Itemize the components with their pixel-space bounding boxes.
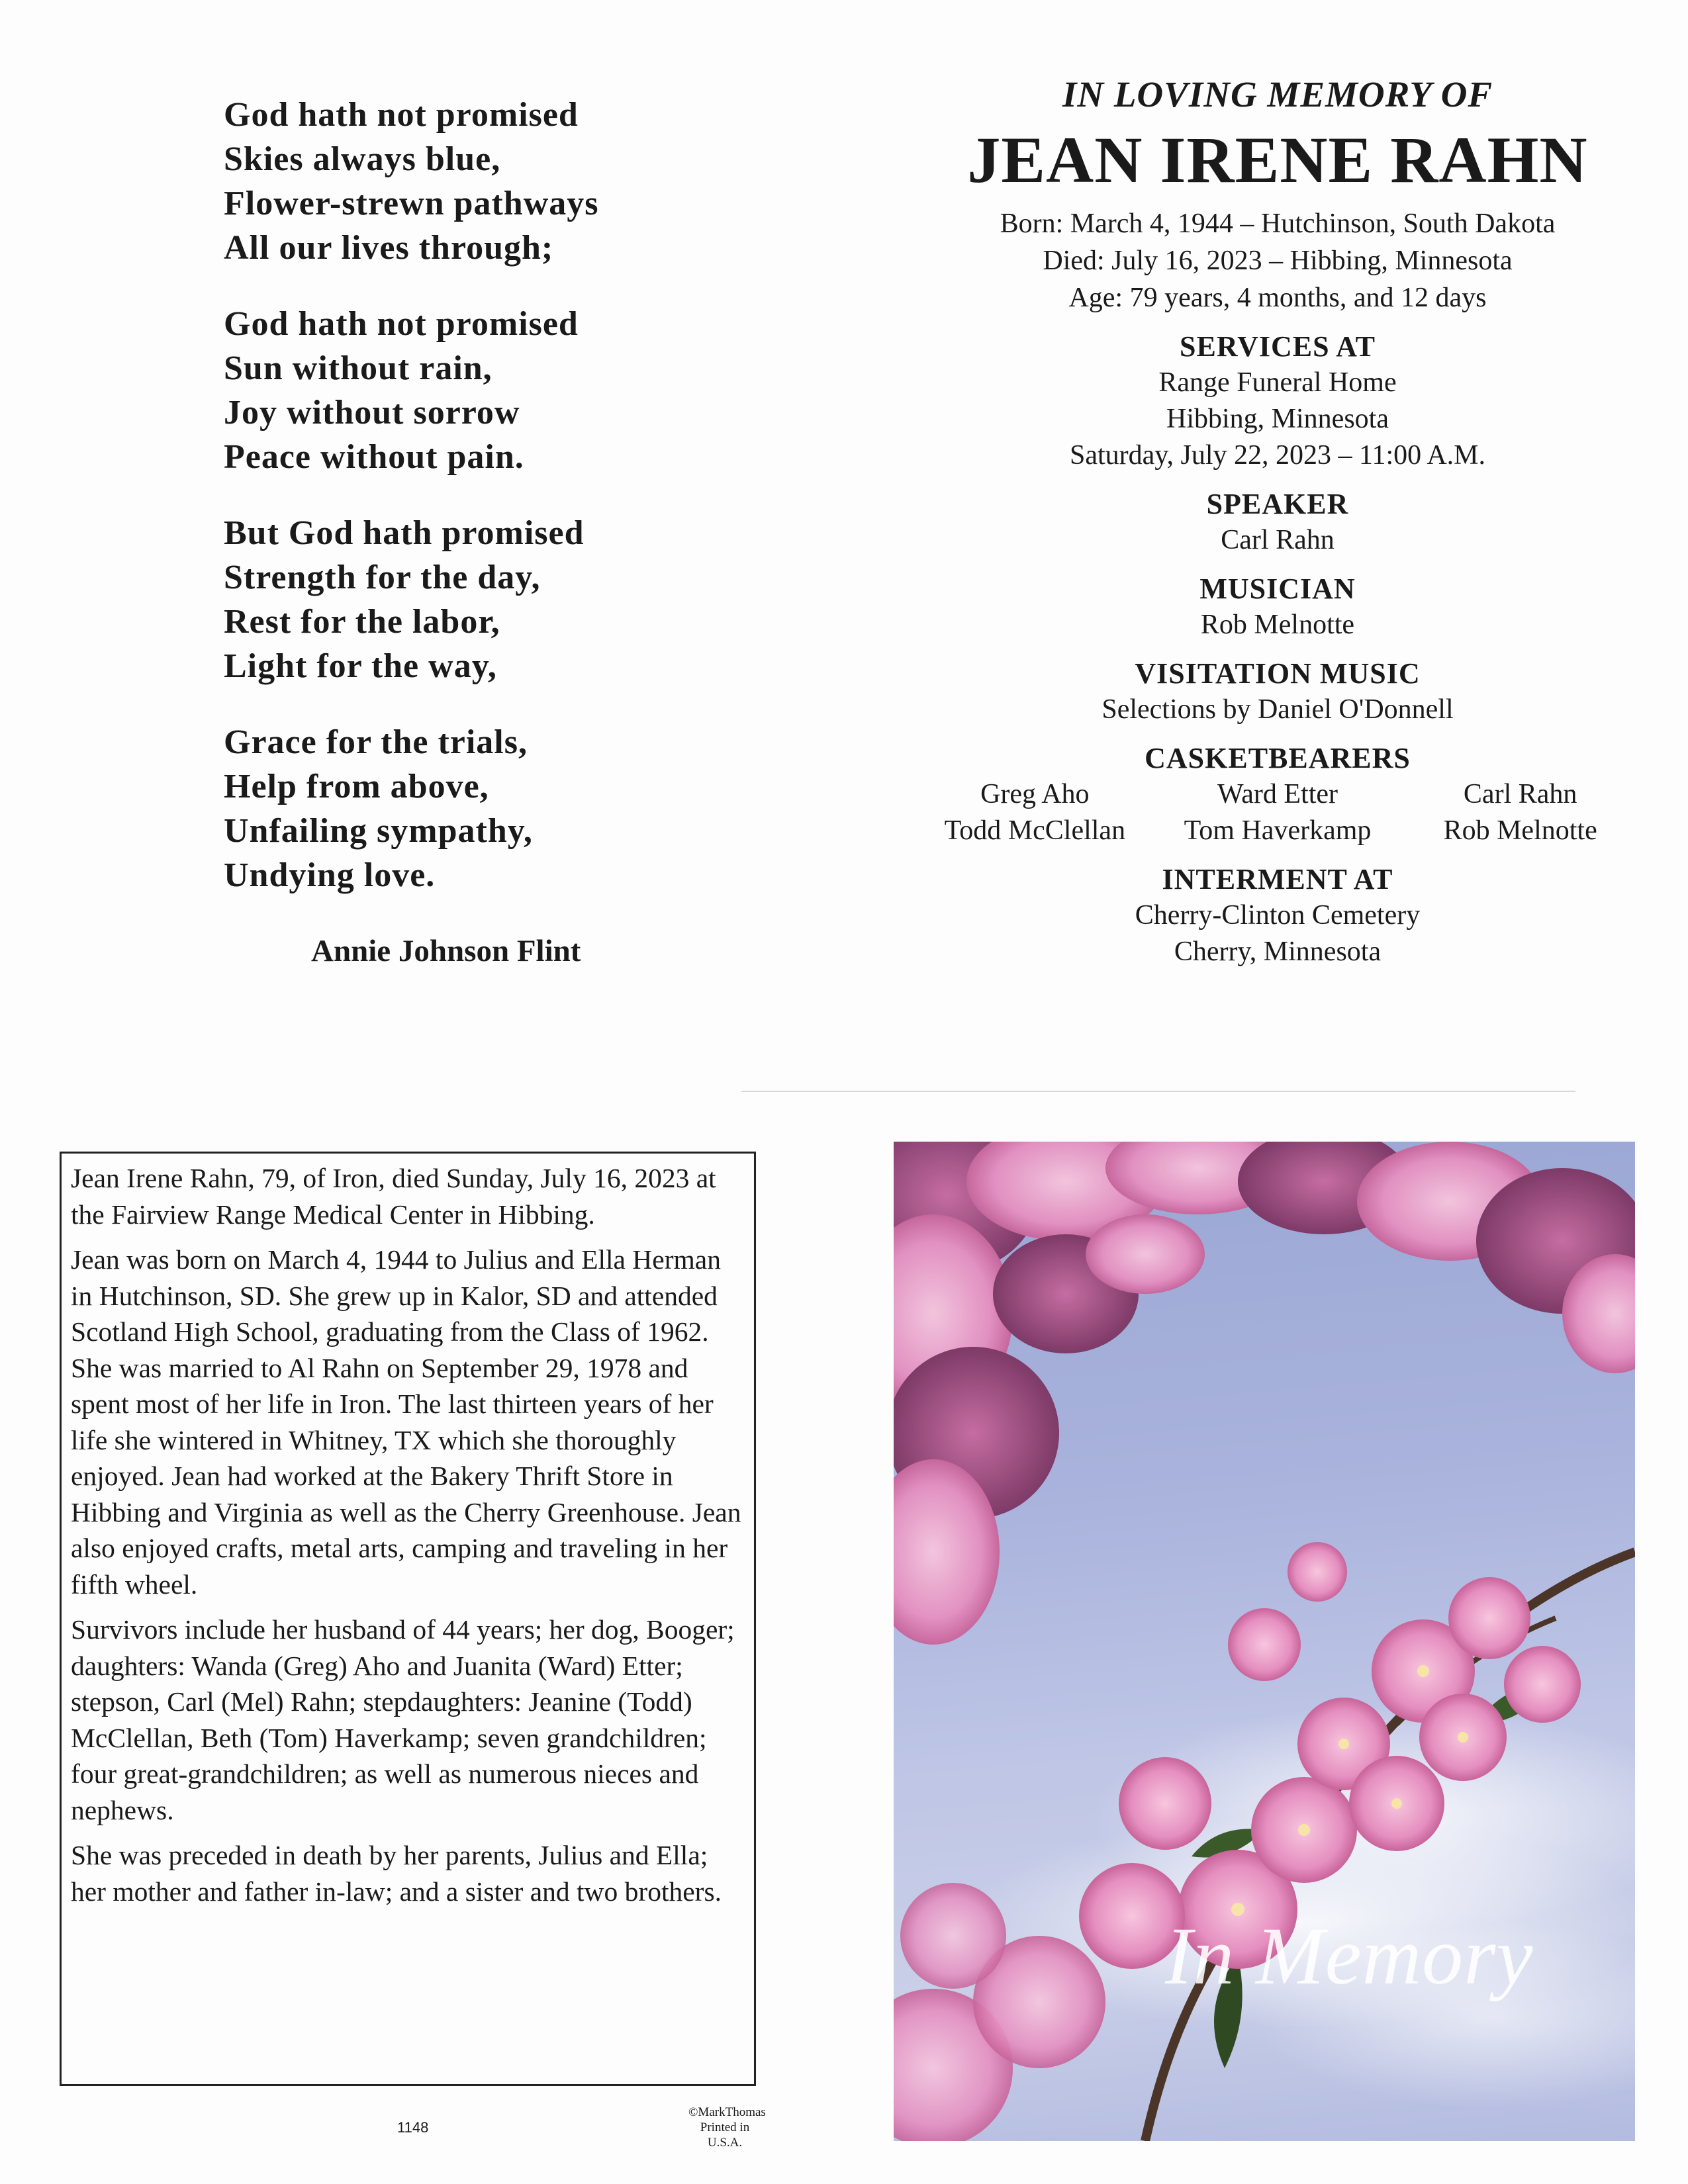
poem-stanza bbox=[224, 93, 820, 270]
poem-line: God hath not promised bbox=[224, 305, 579, 343]
printed-text: Printed in U.S.A. bbox=[700, 2120, 750, 2150]
musician-heading: MUSICIAN bbox=[1199, 572, 1356, 605]
poem-line: Help from above, bbox=[224, 768, 489, 805]
visitation-music-heading: VISITATION MUSIC bbox=[1135, 657, 1421, 690]
casketbearer-name: Ward Etter bbox=[1217, 779, 1338, 809]
casketbearer-name: Carl Rahn bbox=[1463, 779, 1577, 809]
speaker-name: Carl Rahn bbox=[1221, 525, 1335, 555]
poem-line: Skies always blue, bbox=[224, 140, 501, 178]
poem-line: Flower-strewn pathways bbox=[224, 185, 599, 222]
obituary-paragraph: Jean was born on March 4, 1944 to Julius and Ella Herman in Hutchinson, SD. She grew up in Kalor, SD and attended Scotland High School, graduating from the Class of 1962. She was married to Al Rahn on September 29, 1978 and spent most of her life in Iron. The last thirteen years of her life she wintered in Whitney, TX which she thoroughly enjoyed. Jean had worked at the Bakery Thrift Store in Hibbing and Virginia as well as the Cherry Greenhouse. Jean also enjoyed crafts, metal arts, camping and traveling in her fifth wheel. bbox=[71, 1244, 741, 1600]
poem-line: Rest for the labor, bbox=[224, 603, 500, 641]
obituary-paragraph: She was preceded in death by her parents, Julius and Ella; her mother and father in-law; and a sister and two brothers. bbox=[71, 1840, 722, 1907]
speaker-heading: SPEAKER bbox=[1206, 488, 1349, 520]
casketbearer-name: Rob Melnotte bbox=[1443, 815, 1597, 846]
cover-title: In Memory bbox=[1165, 1911, 1534, 2001]
age-line: Age: 79 years, 4 months, and 12 days bbox=[1068, 283, 1487, 313]
copyright-text: ©MarkThomas bbox=[688, 2105, 766, 2119]
poem-line: Undying love. bbox=[224, 856, 436, 894]
visitation-music-text: Selections by Daniel O'Donnell bbox=[1102, 694, 1454, 725]
poem-line: Grace for the trials, bbox=[224, 723, 528, 761]
poem-line: All our lives through; bbox=[224, 229, 554, 267]
services-datetime: Saturday, July 22, 2023 – 11:00 A.M. bbox=[1069, 440, 1486, 471]
died-line: Died: July 16, 2023 – Hibbing, Minnesota bbox=[1043, 246, 1513, 276]
poem-line: Joy without sorrow bbox=[224, 394, 520, 432]
casketbearer-name: Todd McClellan bbox=[944, 815, 1126, 846]
interment-heading: INTERMENT AT bbox=[1162, 863, 1393, 895]
cover-image bbox=[894, 1142, 1635, 2141]
obituary-paragraph: Jean Irene Rahn, 79, of Iron, died Sunday, July 16, 2023 at the Fairview Range Medical Center in Hibbing. bbox=[71, 1163, 716, 1230]
casketbearer-name: Tom Haverkamp bbox=[1184, 815, 1372, 846]
interment-place: Cherry-Clinton Cemetery bbox=[1135, 900, 1421, 931]
poem-stanza bbox=[224, 511, 820, 688]
poem bbox=[224, 93, 820, 929]
casketbearers-list bbox=[914, 776, 1642, 849]
musician-name: Rob Melnotte bbox=[1200, 610, 1355, 640]
fold-line bbox=[741, 1091, 1575, 1092]
born-line: Born: March 4, 1944 – Hutchinson, South Dakota bbox=[1000, 208, 1556, 239]
services-heading: SERVICES AT bbox=[1180, 330, 1376, 363]
services-city: Hibbing, Minnesota bbox=[1166, 404, 1389, 434]
printer-credit bbox=[688, 2105, 766, 2150]
poem-stanza bbox=[224, 720, 820, 897]
deceased-name: JEAN IRENE RAHN bbox=[967, 123, 1588, 197]
casketbearers-heading: CASKETBEARERS bbox=[1145, 742, 1411, 774]
poem-line: Unfailing sympathy, bbox=[224, 812, 533, 850]
print-code: 1148 bbox=[397, 2119, 429, 2136]
casketbearer-name: Greg Aho bbox=[980, 779, 1090, 809]
memorial-header: IN LOVING MEMORY OF bbox=[1062, 74, 1493, 114]
poem-line: God hath not promised bbox=[224, 96, 579, 134]
poem-line: Light for the way, bbox=[224, 647, 497, 685]
obituary-box bbox=[60, 1152, 756, 2086]
interment-city: Cherry, Minnesota bbox=[1174, 936, 1382, 967]
poem-line: Peace without pain. bbox=[224, 438, 524, 476]
memorial-info bbox=[914, 73, 1642, 970]
poem-line: Sun without rain, bbox=[224, 349, 492, 387]
poem-author: Annie Johnson Flint bbox=[311, 934, 581, 968]
poem-line: Strength for the day, bbox=[224, 559, 541, 596]
poem-stanza bbox=[224, 302, 820, 479]
obituary-paragraph: Survivors include her husband of 44 years; her dog, Booger; daughters: Wanda (Greg) Aho and Juanita (Ward) Etter; stepson, Carl (Mel) Rahn; stepdaughters: Jeanine (Todd) McClellan, Beth (Tom) Haverkamp; seven grandchildren; four great-grandchildren; as well as numerous nieces and nephews. bbox=[71, 1614, 735, 1825]
poem-line: But God hath promised bbox=[224, 514, 585, 552]
services-place: Range Funeral Home bbox=[1158, 367, 1397, 398]
